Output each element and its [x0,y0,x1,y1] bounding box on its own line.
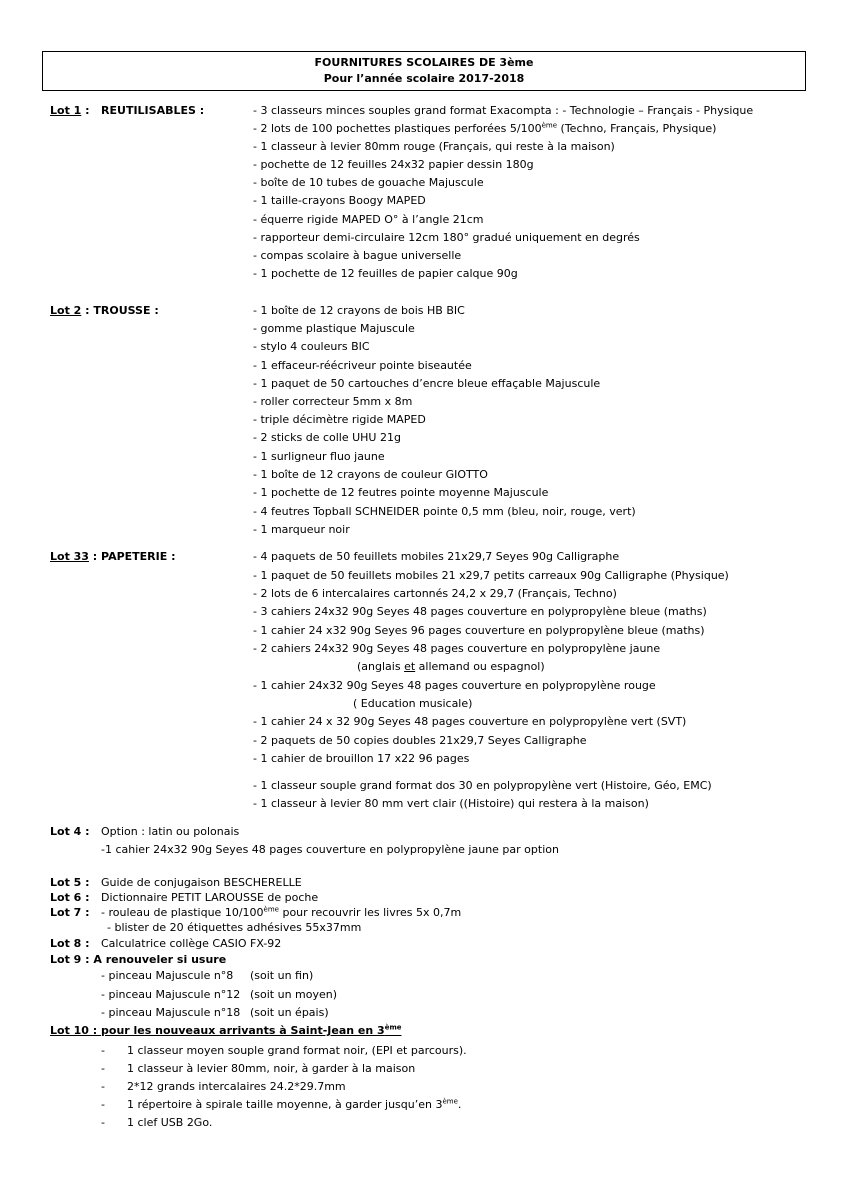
list-item: - 1 boîte de 12 crayons de bois HB BIC [253,304,465,317]
list-item: - 1 cahier 24 x32 90g Seyes 96 pages couverture en polypropylène bleue (maths) [253,624,705,637]
lot-7-label: Lot 7 : [50,906,90,919]
bullet-dash: - [101,1080,105,1093]
lot-1-label: Lot 1 : REUTILISABLES : [50,104,205,117]
list-item: 1 répertoire à spirale taille moyenne, à garder jusqu’en 3ème. [127,1097,462,1111]
list-item: - 1 paquet de 50 cartouches d’encre bleue effaçable Majuscule [253,377,601,390]
list-item: - 2 lots de 6 intercalaires cartonnés 24,2 x 29,7 (Français, Techno) [253,587,617,600]
lot-10-label: Lot 10 : pour les nouveaux arrivants à Saint-Jean en 3ème [50,1023,402,1037]
list-item: Calculatrice collège CASIO FX-92 [101,937,282,950]
list-item: - 2 paquets de 50 copies doubles 21x29,7 Seyes Calligraphe [253,734,587,747]
list-item: - équerre rigide MAPED O° à l’angle 21cm [253,213,484,226]
lot-4-label: Lot 4 : [50,825,90,838]
lot-6-label: Lot 6 : [50,891,90,904]
list-item: - compas scolaire à bague universelle [253,249,462,262]
list-item: 1 classeur moyen souple grand format noir, (EPI et parcours). [127,1044,467,1057]
list-item: - 3 cahiers 24x32 90g Seyes 48 pages couverture en polypropylène bleue (maths) [253,605,707,618]
list-item: - 1 cahier 24x32 90g Seyes 48 pages couverture en polypropylène rouge [253,679,656,692]
lot-4-option: Option : latin ou polonais [101,825,240,838]
list-item-note: (soit un moyen) [250,988,338,1001]
bullet-dash: - [101,1062,105,1075]
list-item: -1 cahier 24x32 90g Seyes 48 pages couverture en polypropylène jaune par option [101,843,559,856]
list-item: - stylo 4 couleurs BIC [253,340,370,353]
list-item: - boîte de 10 tubes de gouache Majuscule [253,176,484,189]
lot-33-label: Lot 33 : PAPETERIE : [50,550,176,563]
bullet-dash: - [101,1044,105,1057]
list-item: - 1 classeur à levier 80mm rouge (Français, qui reste à la maison) [253,140,615,153]
list-item: - blister de 20 étiquettes adhésives 55x37mm [107,921,362,934]
list-item: - 1 cahier de brouillon 17 x22 96 pages [253,752,470,765]
list-item-sub: ( Education musicale) [353,697,473,710]
list-item: Guide de conjugaison BESCHERELLE [101,876,302,889]
list-item: - roller correcteur 5mm x 8m [253,395,413,408]
lot-9-label: Lot 9 : A renouveler si usure [50,953,227,966]
bullet-dash: - [101,1116,105,1129]
page-subtitle: Pour l’année scolaire 2017-2018 [323,72,525,85]
list-item: 1 classeur à levier 80mm, noir, à garder à la maison [127,1062,416,1075]
list-item: - triple décimètre rigide MAPED [253,413,426,426]
lot-2-label: Lot 2 : TROUSSE : [50,304,159,317]
list-item-note: (soit un épais) [250,1006,329,1019]
list-item: - 4 feutres Topball SCHNEIDER pointe 0,5 mm (bleu, noir, rouge, vert) [253,505,636,518]
lot-5-label: Lot 5 : [50,876,90,889]
list-item: - 1 boîte de 12 crayons de couleur GIOTTO [253,468,488,481]
list-item-note: (soit un fin) [250,969,314,982]
list-item: - 4 paquets de 50 feuillets mobiles 21x29,7 Seyes 90g Calligraphe [253,550,620,563]
bullet-dash: - [101,1098,105,1111]
list-item: 1 clef USB 2Go. [127,1116,213,1129]
title-box [42,51,806,91]
list-item: - 2 sticks de colle UHU 21g [253,431,401,444]
list-item: - rouleau de plastique 10/100ème pour recouvrir les livres 5x 0,7m [101,905,462,919]
list-item: - 1 pochette de 12 feuilles de papier calque 90g [253,267,518,280]
list-item: - 1 surligneur fluo jaune [253,450,385,463]
list-item: - rapporteur demi-circulaire 12cm 180° gradué uniquement en degrés [253,231,640,244]
list-item: - 2 lots de 100 pochettes plastiques perforées 5/100ème (Techno, Français, Physique) [253,121,717,135]
page-title: FOURNITURES SCOLAIRES DE 3ème [314,56,534,69]
list-item: - 1 taille-crayons Boogy MAPED [253,194,426,207]
list-item: 2*12 grands intercalaires 24.2*29.7mm [127,1080,346,1093]
list-item: - pinceau Majuscule n°18 [101,1006,241,1019]
list-item: - pinceau Majuscule n°8 [101,969,234,982]
list-item: - 1 marqueur noir [253,523,350,536]
list-item: - gomme plastique Majuscule [253,322,415,335]
list-item: - 1 cahier 24 x 32 90g Seyes 48 pages couverture en polypropylène vert (SVT) [253,715,687,728]
list-item: - 1 pochette de 12 feutres pointe moyenne Majuscule [253,486,549,499]
list-item: Dictionnaire PETIT LAROUSSE de poche [101,891,319,904]
list-item: - pochette de 12 feuilles 24x32 papier dessin 180g [253,158,534,171]
list-item: - 1 classeur à levier 80 mm vert clair ((Histoire) qui restera à la maison) [253,797,649,810]
list-item: - 1 classeur souple grand format dos 30 en polypropylène vert (Histoire, Géo, EMC) [253,779,712,792]
list-item: - pinceau Majuscule n°12 [101,988,241,1001]
list-item: - 1 paquet de 50 feuillets mobiles 21 x29,7 petits carreaux 90g Calligraphe (Physique) [253,569,729,582]
list-item: - 1 effaceur-réécriveur pointe biseautée [253,359,472,372]
list-item: - 2 cahiers 24x32 90g Seyes 48 pages couverture en polypropylène jaune [253,642,661,655]
list-item-sub: (anglais et allemand ou espagnol) [357,660,545,673]
list-item: - 3 classeurs minces souples grand format Exacompta : - Technologie – Français - Physique [253,104,754,117]
lot-8-label: Lot 8 : [50,937,90,950]
